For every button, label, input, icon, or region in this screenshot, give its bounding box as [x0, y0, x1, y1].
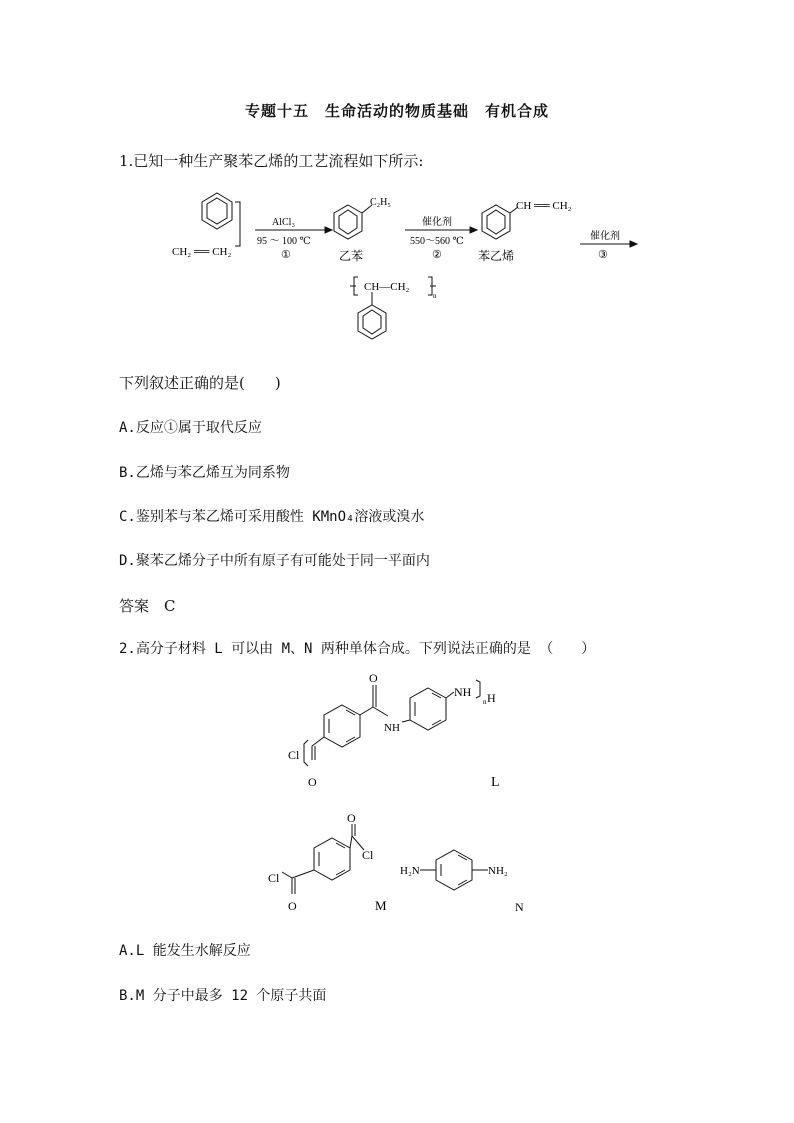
M-chlorine-right: Cl — [362, 848, 374, 862]
q1-question: 下列叙述正确的是( ) — [119, 374, 281, 392]
step2-condition: 550～560 ℃ — [410, 236, 464, 247]
q1-option-c: C.鉴别苯与苯乙烯可采用酸性 KMnO₄溶液或溴水 — [119, 509, 425, 525]
step2-number: ② — [432, 249, 442, 261]
L-terminal-h: H — [487, 691, 496, 705]
q2-option-b: B.M 分子中最多 12 个原子共面 — [119, 988, 327, 1004]
N-amine-left: H₂N — [400, 865, 420, 877]
L-carbonyl-o-top: O — [369, 671, 378, 685]
L-chlorine: Cl — [288, 748, 300, 762]
q1-option-b: B.乙烯与苯乙烯互为同系物 — [119, 465, 290, 481]
vinyl-substituent: CH ══ CH₂ — [516, 200, 572, 212]
step3-number: ③ — [598, 249, 608, 261]
q1-option-a: A.反应①属于取代反应 — [119, 420, 262, 436]
q2-stem: 2.高分子材料 L 可以由 M、N 两种单体合成。下列说法正确的是 （ ） — [119, 641, 596, 657]
q2-option-a: A.L 能发生水解反应 — [119, 943, 251, 959]
monomers-M-N-structure — [262, 810, 552, 920]
ethylene-formula: CH₂ ══ CH₂ — [172, 246, 232, 258]
polymer-L-structure — [280, 660, 520, 795]
M-carbonyl-o-top: O — [347, 811, 356, 825]
reactant-bracket — [235, 202, 240, 246]
ethylbenzene-name: 乙苯 — [339, 249, 364, 263]
ethyl-substituent: C₂H₅ — [370, 197, 391, 208]
L-bracket-right — [476, 680, 480, 698]
step1-reagent: AlCl₃ — [272, 217, 295, 228]
q1-reaction-scheme — [160, 185, 650, 355]
N-amine-right: NH₂ — [488, 865, 508, 877]
polymer-n: n — [433, 292, 437, 300]
L-label: L — [491, 775, 500, 790]
L-carbonyl-o-bottom: O — [308, 775, 317, 789]
page-title: 专题十五 生命活动的物质基础 有机合成 — [244, 102, 549, 120]
L-amide-nh: NH — [384, 722, 400, 734]
L-bracket-left — [304, 740, 308, 766]
step1-condition: 95 ～ 100 ℃ — [257, 236, 311, 247]
styrene-name: 苯乙烯 — [478, 249, 515, 263]
q1-option-d: D.聚苯乙烯分子中所有原子有可能处于同一平面内 — [119, 553, 430, 569]
M-label: M — [375, 898, 387, 913]
step3-reagent: 催化剂 — [590, 231, 620, 242]
M-chlorine-left: Cl — [268, 871, 280, 885]
q1-answer: 答案 C — [119, 597, 176, 615]
polymer-chain: CH—CH₂ — [364, 281, 410, 293]
step1-number: ① — [281, 249, 291, 261]
L-n-subscript: n — [483, 698, 487, 706]
step2-reagent: 催化剂 — [422, 217, 452, 228]
M-carbonyl-o-bottom: O — [288, 899, 297, 913]
N-label: N — [515, 900, 524, 914]
L-terminal-nh: NH — [454, 685, 472, 699]
q1-stem: 1.已知一种生产聚苯乙烯的工艺流程如下所示: — [119, 152, 424, 170]
